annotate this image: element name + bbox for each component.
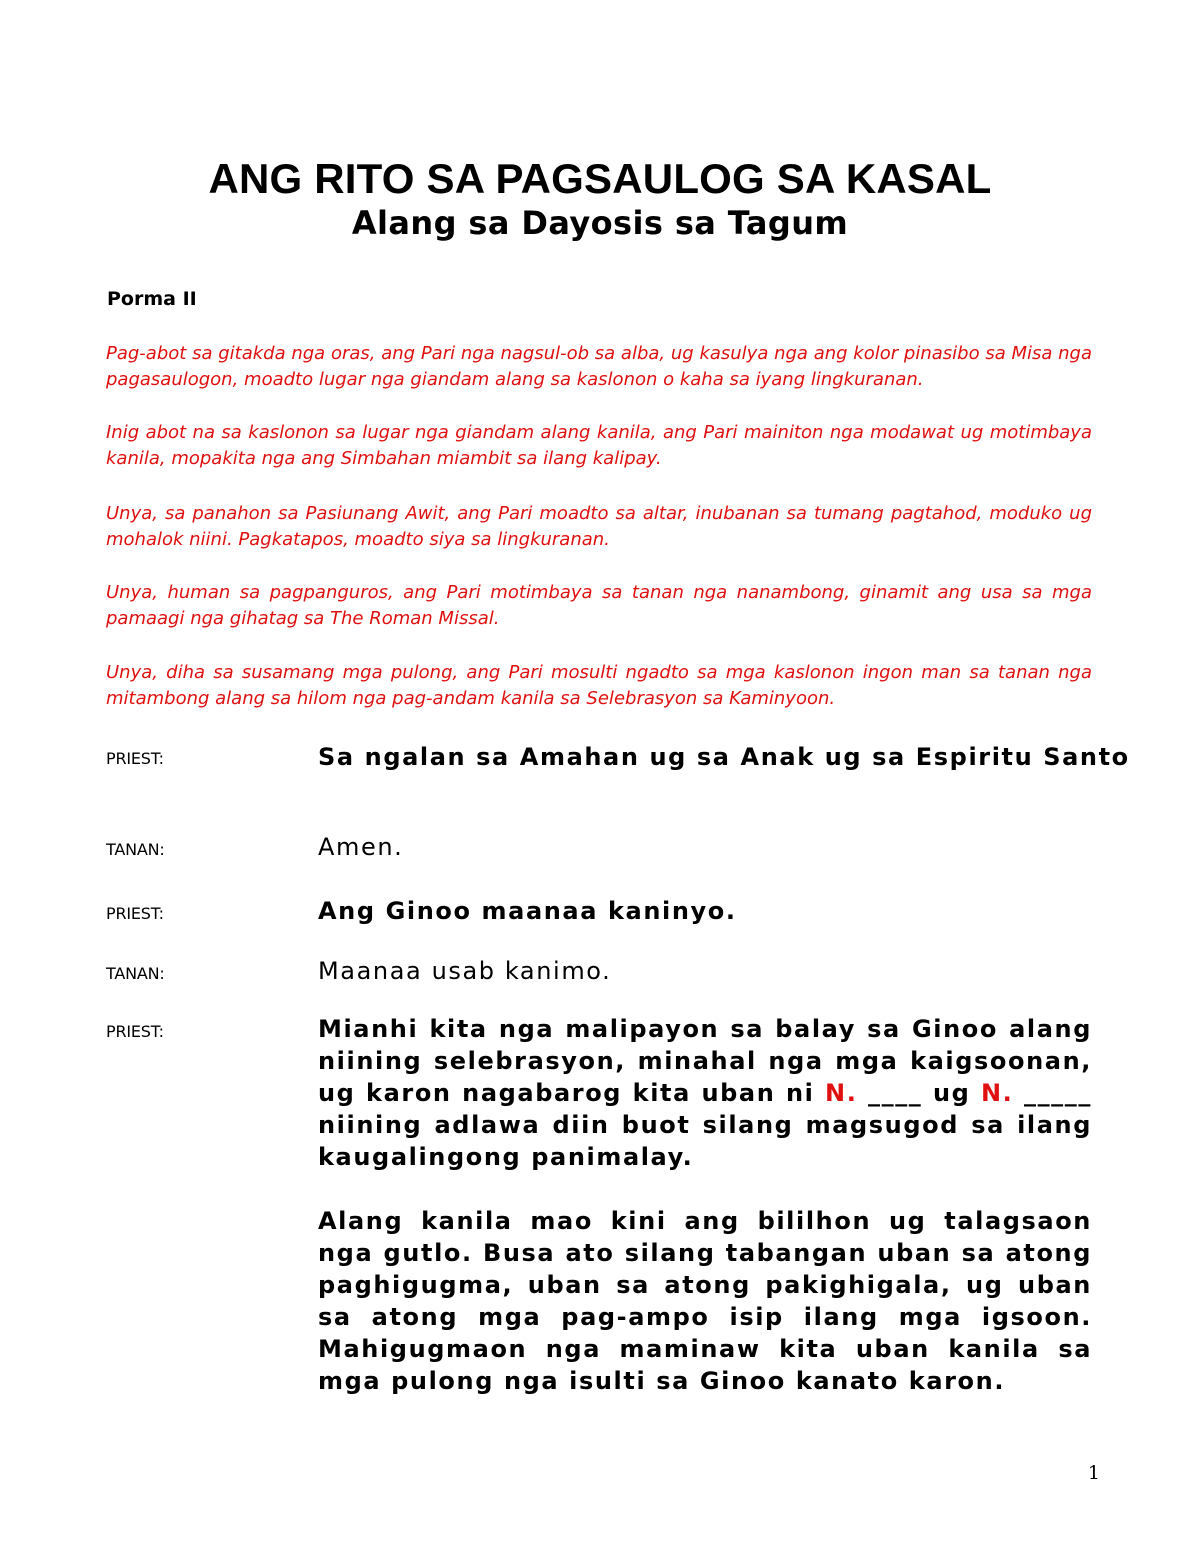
priest-line: Sa ngalan sa Amahan ug sa Anak ug sa Espiritu Santo: [318, 743, 1130, 771]
name-blank: _____: [1023, 1079, 1092, 1107]
priest-line: Ang Ginoo maanaa kaninyo.: [318, 897, 737, 925]
rubric-paragraph: Inig abot na sa kaslonon sa lugar nga giandam alang kanila, ang Pari mainiton nga modawat ug motimbaya kanila, mopakita nga ang Simbahan miambit sa ilang kalipay.: [106, 422, 1092, 469]
priest-exhortation-paragraph: Alang kanila mao kini ang bililhon ug talagsaon nga gutlo. Busa ato silang tabangan uban sa atong paghigugma, uban sa atong pakighigala, ug uban sa atong mga pag-ampo isip ilang mga igsoon. Mahigugmaon nga maminaw kita uban kanila sa mga pulong nga isulti sa Ginoo kanato karon.: [318, 1207, 1092, 1395]
rubric-paragraph: Unya, human sa pagpanguros, ang Pari motimbaya sa tanan nga nanambong, ginamit ang usa sa mga pamaagi nga gihatag sa The Roman Missal.: [106, 582, 1092, 629]
rubric-paragraph: Unya, diha sa susamang mga pulong, ang Pari mosulti ngadto sa mga kaslonon ingon man sa tanan nga mitambong alang sa hilom nga pag-andam kanila sa Selebrasyon sa Kaminyoon.: [106, 662, 1092, 709]
speaker-label: PRIEST:: [106, 904, 164, 923]
priest-greeting-paragraph: [318, 1013, 1092, 1173]
people-response: Maanaa usab kanimo.: [318, 957, 612, 985]
greeting-text: Mianhi kita nga malipayon sa balay sa Ginoo alang niining selebrasyon, minahal nga mga kaigsoonan, ug karon nagabarog kita uban ni: [318, 1015, 1092, 1107]
speaker-label: TANAN:: [106, 964, 165, 983]
document-title: ANG RITO SA PAGSAULOG SA KASAL: [208, 155, 992, 202]
name-blank: ____: [868, 1079, 923, 1107]
name-marker: N.: [825, 1079, 858, 1107]
rubric-paragraph: Unya, sa panahon sa Pasiunang Awit, ang Pari moadto sa altar, inubanan sa tumang pagtahod, moduko ug mohalok niini. Pagkatapos, moadto siya sa lingkuranan.: [106, 503, 1092, 550]
speaker-label: PRIEST:: [106, 749, 164, 768]
connector-word: ug: [932, 1079, 971, 1107]
document-subtitle: Alang sa Dayosis sa Tagum: [351, 204, 849, 242]
rubric-paragraph: Pag-abot sa gitakda nga oras, ang Pari nga nagsul-ob sa alba, ug kasulya nga ang kolor pinasibo sa Misa nga pagasaulogon, moadto lugar nga giandam alang sa kaslonon o kaha sa iyang lingkuranan.: [106, 343, 1092, 390]
page-number: 1: [1087, 1462, 1100, 1484]
speaker-label: PRIEST:: [106, 1022, 164, 1041]
greeting-text: niining adlawa diin buot silang magsugod sa ilang kaugalingong panimalay.: [318, 1111, 1092, 1171]
people-response: Amen.: [318, 833, 404, 861]
speaker-label: TANAN:: [106, 840, 165, 859]
form-label: Porma II: [107, 288, 197, 310]
name-marker: N.: [981, 1079, 1014, 1107]
